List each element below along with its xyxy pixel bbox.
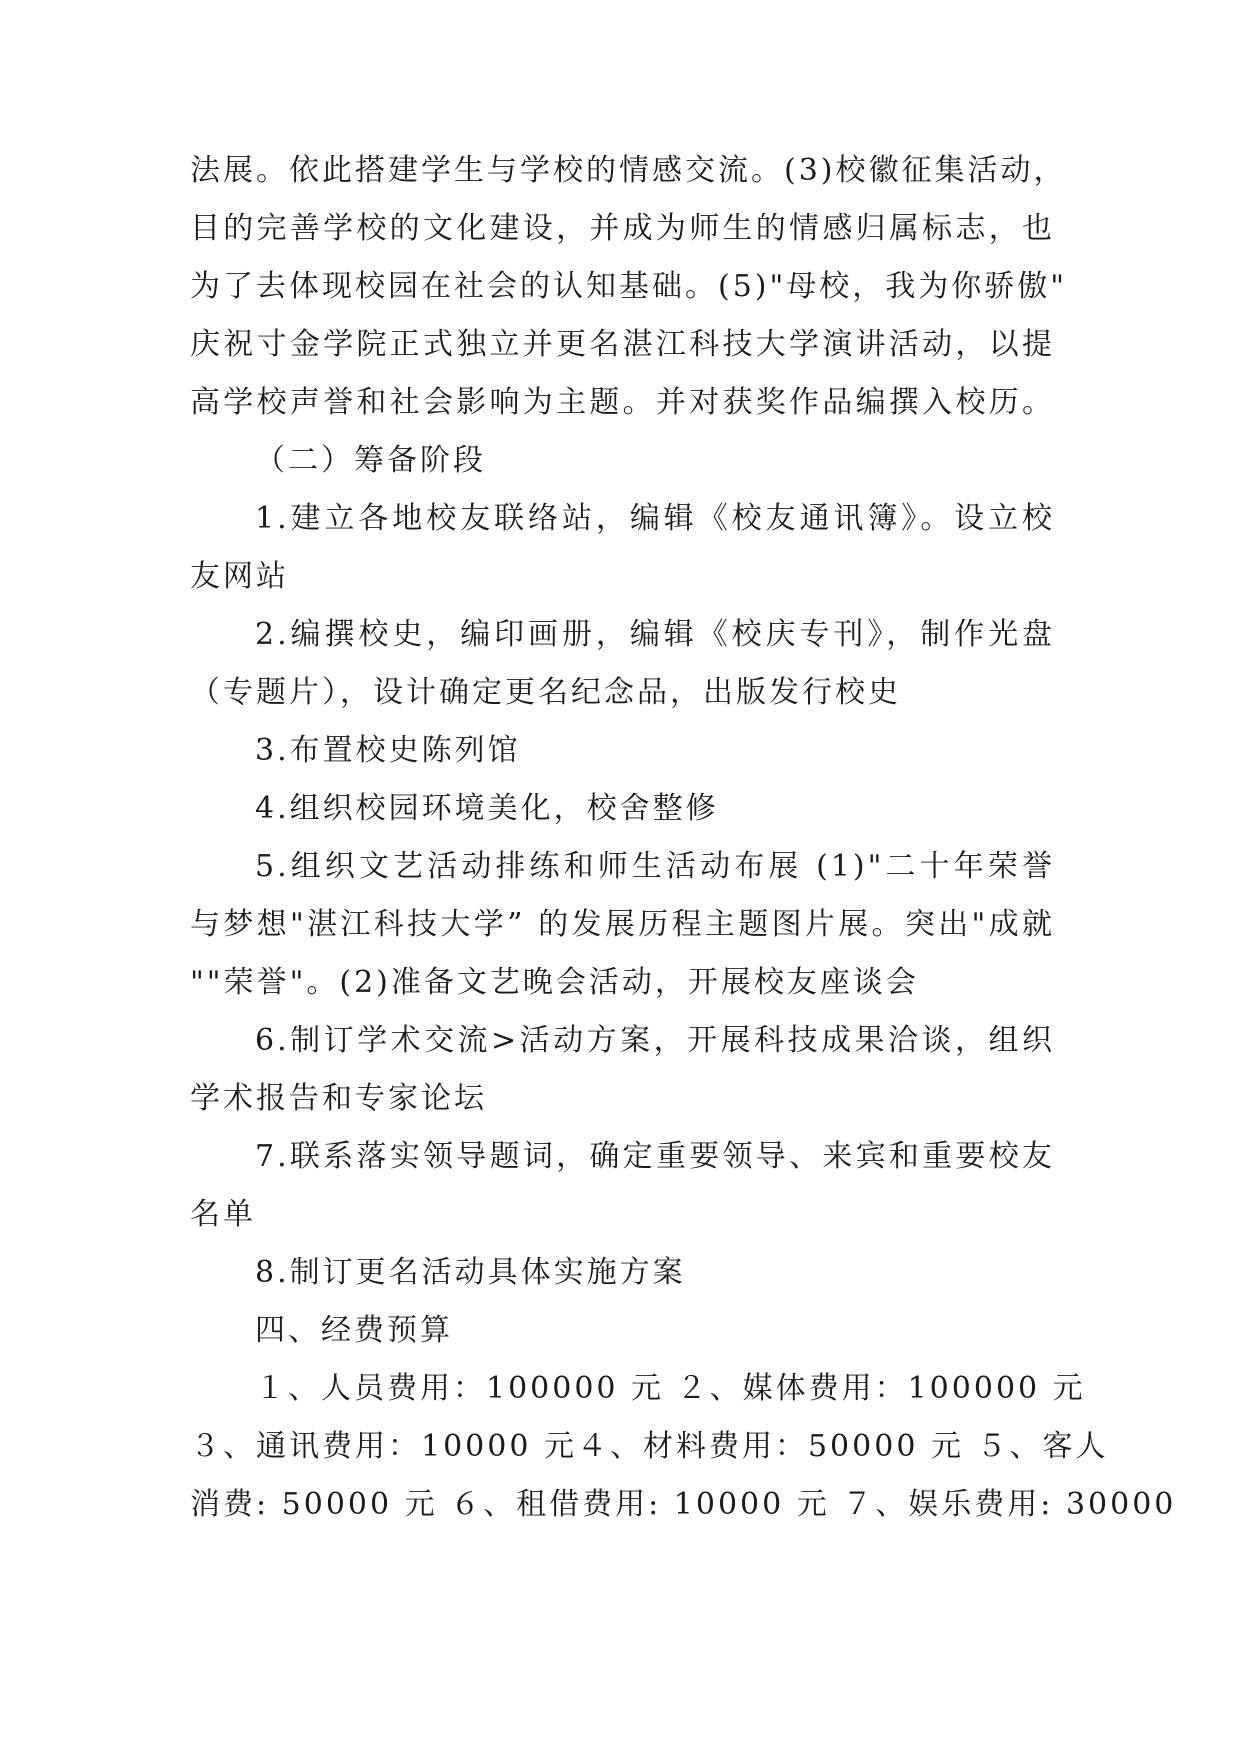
paragraph-line: 目的完善学校的文化建设，并成为师生的情感归属标志，也: [190, 211, 1055, 246]
list-item-continuation: 名单: [190, 1197, 256, 1232]
list-item: 7.联系落实领导题词，确定重要领导、来宾和重要校友: [255, 1139, 1055, 1174]
paragraph-line: 庆祝寸金学院正式独立并更名湛江科技大学演讲活动，以提: [190, 327, 1055, 362]
list-item: 3.布置校史陈列馆: [255, 733, 521, 768]
list-item-continuation: 与梦想"湛江科技大学” 的发展历程主题图片展。突出"成就: [190, 907, 1055, 942]
section-heading: 四、经费预算: [255, 1313, 453, 1348]
list-item: 5.组织文艺活动排练和师生活动布展 (1)"二十年荣誉: [255, 849, 1055, 884]
paragraph-line: 高学校声誉和社会影响为主题。并对获奖作品编撰入校历。: [190, 385, 1055, 420]
budget-line: 消费: 50000 元 ６、租借费用: 10000 元 ７、娱乐费用: 30000: [190, 1487, 1177, 1522]
list-item-continuation: 学术报告和专家论坛: [190, 1081, 487, 1116]
list-item: 4.组织校园环境美化，校舍整修: [255, 791, 719, 826]
budget-line: ３、通讯费用：10000 元４、材料费用：50000 元 ５、客人: [190, 1429, 1109, 1464]
section-heading: （二）筹备阶段: [255, 443, 486, 478]
paragraph-line: 法展。依此搭建学生与学校的情感交流。(3)校徽征集活动，: [190, 153, 1067, 188]
list-item-continuation: （专题片），设计确定更名纪念品，出版发行校史: [190, 675, 901, 710]
list-item-continuation: 友网站: [190, 559, 289, 594]
budget-line: １、人员费用：100000 元 ２、媒体费用：100000 元: [255, 1371, 1086, 1406]
list-item: 6.制订学术交流>活动方案，开展科技成果洽谈，组织: [255, 1023, 1055, 1058]
paragraph-line: 为了去体现校园在社会的认知基础。(5)"母校，我为你骄傲": [190, 269, 1068, 304]
list-item-continuation: ""荣誉"。(2)准备文艺晚会活动，开展校友座谈会: [190, 965, 919, 1000]
list-item: 2.编撰校史，编印画册，编辑《校庆专刊》，制作光盘: [255, 617, 1055, 652]
list-item: 8.制订更名活动具体实施方案: [255, 1255, 686, 1290]
list-item: 1.建立各地校友联络站，编辑《校友通讯簿》。设立校: [255, 501, 1055, 536]
